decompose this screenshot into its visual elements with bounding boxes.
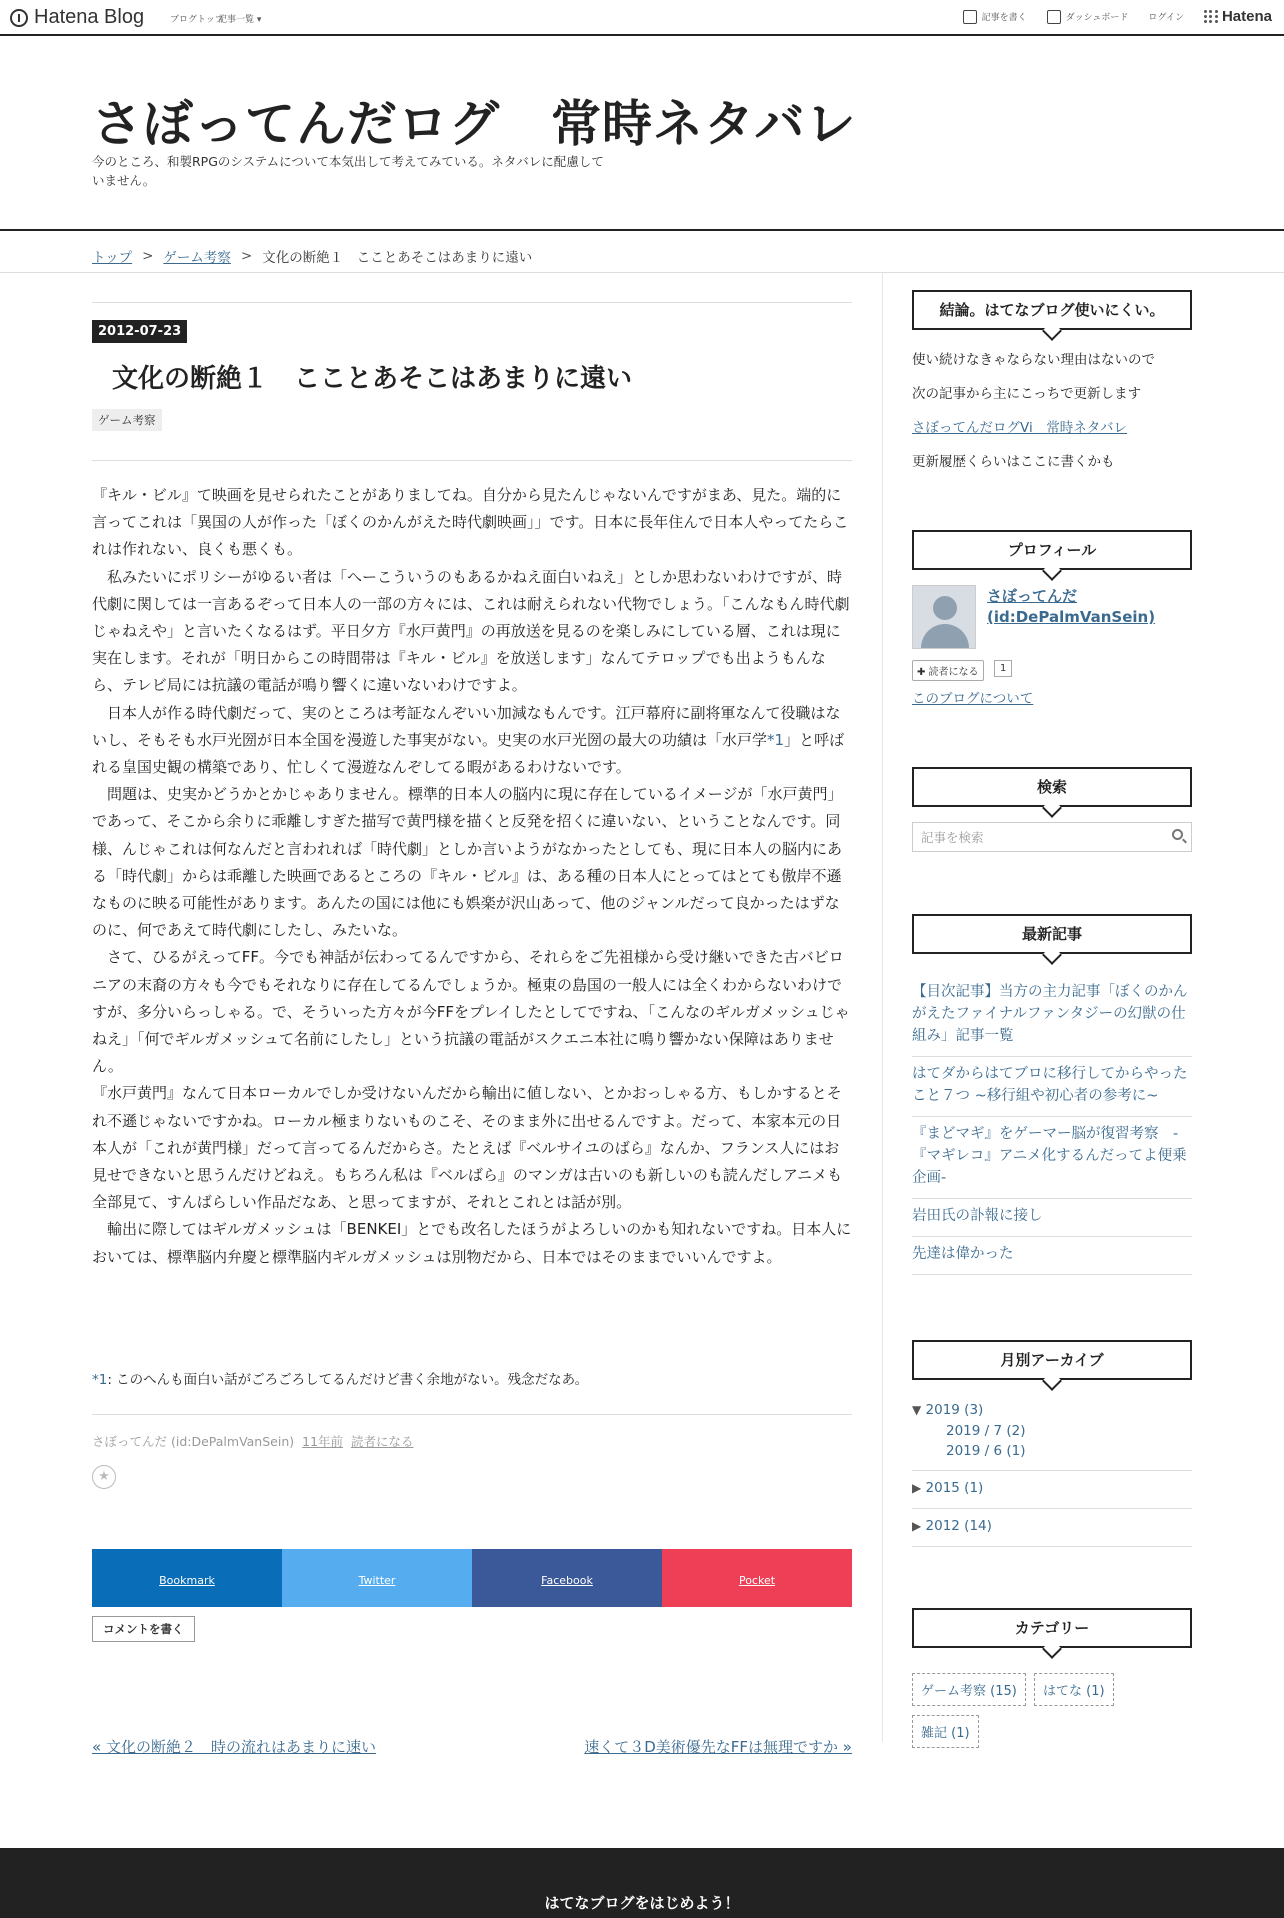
entry-footer-meta [92, 1432, 414, 1450]
footnote-ref-link[interactable]: *1 [767, 730, 785, 749]
twitter-share-button[interactable]: Twitter [282, 1549, 472, 1607]
archive-year-2012[interactable]: ▶ 2012 (14) [912, 1518, 992, 1534]
blog-top-link[interactable]: ブログトップ [170, 15, 224, 25]
archive-month-link[interactable]: 2019 / 6 (1) [946, 1443, 1026, 1459]
archive-month-link[interactable]: 2019 / 7 (2) [946, 1423, 1026, 1439]
expanded-triangle-icon: ▼ [912, 1403, 922, 1417]
global-header [0, 0, 1284, 36]
paragraph: 『キル・ビル』て映画を見せられたことがありましてね。自分から見たんじゃないんですがまあ、見た。端的に言ってこれは「異国の人が作った「ぼくのかんがえた時代劇映画」」です。日本に長年住んで日本人やってたらこれは作れない、良くも悪くも。 [92, 486, 849, 559]
breadcrumb-top[interactable]: トップ [92, 250, 133, 266]
category-chip[interactable]: 雑記 (1) [912, 1715, 979, 1748]
recent-entry-link[interactable]: 『まどマギ』をゲーマー脳が復習考察 -『マギレコ』アニメ化するんだってよ便乗企画- [912, 1117, 1192, 1199]
footnote: *1: このへんも面白い話がごろごろしてるんだけど書く余地がない。残念だなあ。 [92, 1372, 589, 1388]
sidebar-heading-categories: カテゴリー [912, 1608, 1192, 1648]
breadcrumb-current: 文化の断絶１ こことあそこはあまりに遠い [262, 250, 533, 266]
breadcrumb-category[interactable]: ゲーム考察 [163, 250, 231, 266]
logo-text: Hatena Blog [34, 6, 145, 28]
sidebar-heading-search: 検索 [912, 767, 1192, 807]
divider [92, 460, 852, 461]
sidebar-heading-archive: 月別アーカイブ [912, 1340, 1192, 1380]
breadcrumb-bar [0, 232, 1284, 273]
prev-entry-link[interactable]: « 文化の断絶２ 時の流れはあまりに速い [92, 1738, 376, 1756]
blog-title[interactable]: さぼってんだログ 常時ネタバレ [92, 95, 857, 153]
subscriber-count: 1 [994, 660, 1012, 677]
footnote-mark-link[interactable]: *1 [92, 1372, 108, 1388]
entry-permalink[interactable]: 11年前 [302, 1434, 344, 1449]
collapsed-triangle-icon: ▶ [912, 1519, 922, 1533]
breadcrumb-separator: > [142, 248, 154, 264]
divider [92, 1414, 852, 1415]
about-blog-link[interactable]: このブログについて [912, 691, 1034, 707]
notice-line: 更新履歴くらいはここに書くかも [912, 454, 1115, 470]
next-entry-link[interactable]: 速くて３D美術優先なFFは無理ですか » [584, 1738, 852, 1756]
paragraph: 問題は、史実かどうかとかじゃありません。標準的日本人の脳内に現に存在しているイメージが「水戸黄門」であって、そこから余りに乖離しすぎた描写で黄門様を描くと反発を招くに違いない、ということなんです。同様、んじゃこれは何なんだと言われれば「時代劇」としか言いようがなかったとしても、現に日本人の脳内にある「時代劇」からは乖離した映画であるところの『キル・ビル』は、ある種の日本人にとってはとても傲岸不遜なものに映る可能性があります。あんたの国には他にも娯楽が沢山あって、他のジャンルだって良かったはずなのに、何であえて時代劇にしたし、みたいな。 [92, 785, 843, 940]
category-chip[interactable]: ゲーム考察 (15) [912, 1673, 1026, 1706]
apps-grid-icon [1204, 10, 1218, 24]
entry-content [92, 482, 852, 1271]
search-icon[interactable] [1172, 829, 1183, 840]
notice-line: 使い続けなきゃならない理由はないので [912, 352, 1155, 368]
write-comment-button[interactable]: コメントを書く [92, 1616, 195, 1642]
pocket-share-button[interactable]: Pocket [662, 1549, 852, 1607]
write-entry-button[interactable]: 記事を書く [963, 10, 1027, 24]
archive-year-2015[interactable]: ▶ 2015 (1) [912, 1480, 984, 1496]
breadcrumb-separator: > [240, 248, 253, 264]
facebook-share-button[interactable]: Facebook [472, 1549, 662, 1607]
collapsed-triangle-icon: ▶ [912, 1481, 922, 1495]
recent-entries-list [912, 975, 1192, 1275]
add-star-icon[interactable]: ★ [92, 1465, 116, 1489]
recent-entry-link[interactable]: 【目次記事】当方の主力記事「ぼくのかんがえたファイナルファンタジーの幻獣の仕組み」記事一覧 [912, 975, 1192, 1057]
entry-author: さぼってんだ (id:DePalmVanSein) [92, 1434, 295, 1449]
category-chip[interactable]: はてな (1) [1034, 1673, 1114, 1706]
entry-date[interactable]: 2012-07-23 [92, 320, 187, 343]
blog-header [0, 36, 1284, 231]
subscribe-link[interactable]: 読者になる [351, 1434, 414, 1449]
paragraph: 輸出に際してはギルガメッシュは「BENKEI」とでも改名したほうがよろしいのかも知れないですね。日本人においては、標準脳内弁慶と標準脳内ギルガメッシュは別物だから、日本ではそのままでいいんですよ。 [92, 1220, 852, 1266]
column-divider [882, 272, 883, 1742]
subscribe-button[interactable]: ✚ 読者になる [912, 660, 984, 681]
notice-new-blog-link[interactable]: さぼってんだログVi 常時ネタバレ [912, 420, 1128, 436]
recent-entry-link[interactable]: 岩田氏の訃報に接し [912, 1199, 1192, 1237]
dashboard-button[interactable]: ダッシュボード [1047, 10, 1129, 24]
login-link[interactable]: ログイン [1148, 13, 1184, 23]
paragraph: さて、ひるがえってFF。今でも神話が伝わってるんですから、それらをご先祖様から受け継いできた古バビロニアの末裔の方々も今でもそれなりに存在してるんでしょうか。極東の島国の一般人には全くわからないわけですが、多分いらっしゃる。で、そういった方々が今FFをプレイしたとしてですね、「こんなのギルガメッシュじゃねえ」「何でギルガメッシュて名前にしたし」という抗議の電話がスクエニ本社に鳴り響かない保障はありません。 [92, 948, 850, 1076]
divider [912, 1546, 1192, 1547]
sidebar-heading-recent: 最新記事 [912, 914, 1192, 954]
sidebar-heading-notice: 結論。はてなブログ使いにくい。 [912, 290, 1192, 330]
archive-year-2019[interactable]: ▼ 2019 (3) [912, 1402, 984, 1418]
breadcrumb [92, 246, 532, 266]
search-box [912, 822, 1192, 852]
avatar[interactable] [912, 585, 976, 649]
dashboard-icon [1047, 10, 1061, 24]
page-footer [0, 1848, 1284, 1918]
entry-title[interactable]: 文化の断絶１ こことあそこはあまりに遠い [112, 364, 633, 394]
recent-entry-link[interactable]: 先達は偉かった [912, 1237, 1192, 1275]
profile-name-link[interactable]: さぼってんだ (id:DePalmVanSein) [987, 587, 1156, 626]
paragraph: 私みたいにポリシーがゆるい者は「へーこういうのもあるかねえ面白いねえ」としか思わないわけですが、時代劇に関しては一言あるぞって日本人の一部の方々には、これは耐えられない代物でしょう。「こんなもん時代劇じゃねえや」と言いたくなるはず。平日夕方『水戸黄門』の再放送を見るのを楽しみにしている層、これは現に実在します。それが「明日からこの時間帯は『キル・ビル』を放送します」なんてテロップでも出ようもんなら、テレビ局には抗議の電話が鳴り響くに違いないわけですよ。 [92, 567, 850, 695]
recent-entry-link[interactable]: はてダからはてブロに移行してからやったこと７つ ~移行組や初心者の参考に~ [912, 1057, 1192, 1117]
paragraph: 日本人が作る時代劇だって、実のところは考証なんぞいい加減なもんです。江戸幕府に副将軍なんて役職はないし、そもそも水戸光圀が日本全国を漫遊した事実がない。史実の水戸光圀の最大の功績は「水戸学*1」と呼ばれる皇国史観の構築であり、忙しくて漫遊なんぞしてる暇があるわけないです。 [92, 703, 845, 777]
blog-description: 今のところ、和製RPGのシステムについて本気出して考えてみている。ネタバレに配慮していません。 [92, 154, 604, 188]
bookmark-share-button[interactable]: Bookmark [92, 1549, 282, 1607]
notice-line: 次の記事から主にこっちで更新します [912, 386, 1142, 402]
hatena-menu[interactable]: Hatena [1204, 8, 1272, 25]
paragraph: 『水戸黄門』なんて日本ローカルでしか受けないんだから輸出に値しない、とかおっしゃる方、もしかするとそれ不遜じゃないですかね。ローカル極まりないものこそ、そのまま外に出せるんですよ。だって、本家本元の日本人が「これが黄門様」だって言ってるんだからさ。たとえば『ベルサイユのばら』なんか、フランス人にはお見せできないと思うんだけどねえ。もちろん私は『ベルばら』のマンガは古いのも新しいのも読んだしアニメも全部見て、すんばらしい作品だなあ、と思ってますが、それとこれとは話が別。 [92, 1084, 843, 1212]
entries-dropdown[interactable]: 記事一覧 ▾ [218, 15, 262, 25]
divider [912, 1508, 1192, 1509]
hatena-logo-icon [10, 9, 28, 27]
start-hatena-blog-link[interactable]: はてなブログをはじめよう！ [544, 1894, 740, 1912]
sidebar-heading-profile: プロフィール [912, 530, 1192, 570]
share-buttons [92, 1549, 852, 1607]
entry-category-tag[interactable]: ゲーム考察 [92, 409, 162, 431]
search-input[interactable] [913, 823, 1153, 851]
hatena-blog-logo[interactable] [10, 6, 144, 29]
divider [912, 1470, 1192, 1471]
divider [92, 302, 852, 303]
pencil-icon [963, 10, 977, 24]
